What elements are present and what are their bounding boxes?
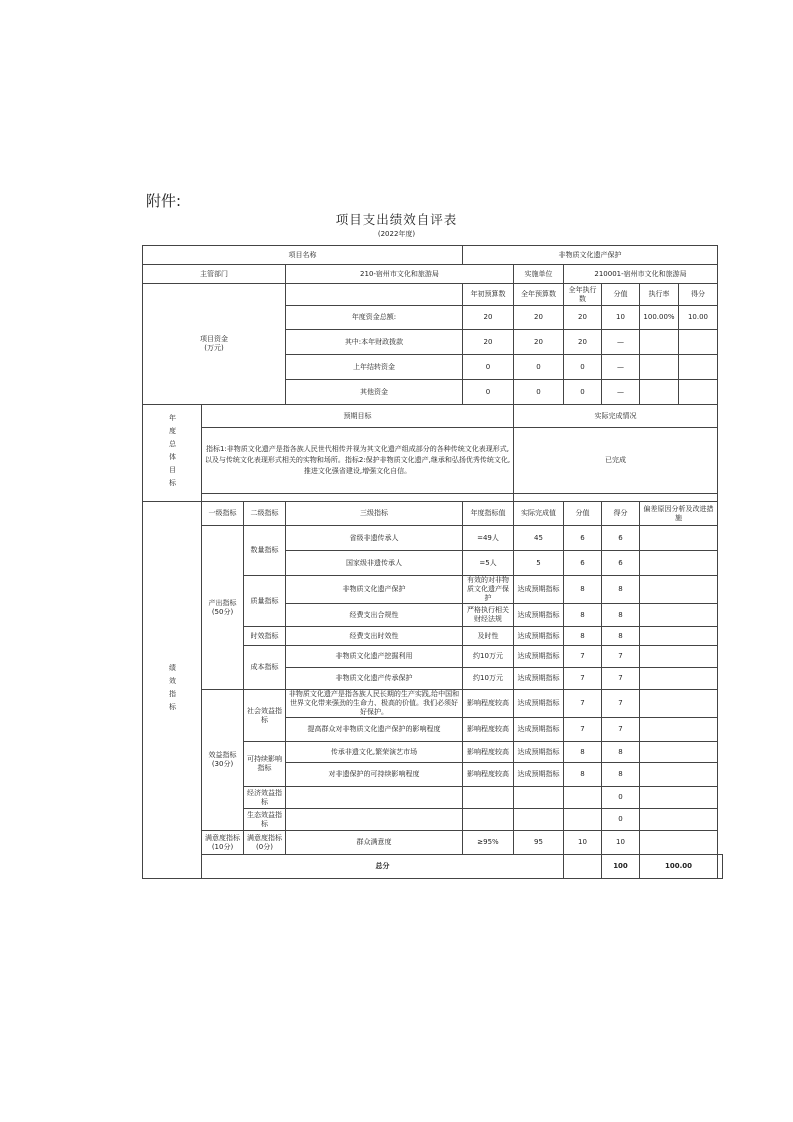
funds-row-got bbox=[679, 330, 717, 354]
dept-label: 主管部门 bbox=[143, 265, 286, 284]
l2-time: 时效指标 bbox=[244, 627, 286, 646]
deviation-value bbox=[640, 646, 718, 668]
target-value bbox=[463, 787, 514, 809]
total-row bbox=[143, 855, 723, 879]
actual-value: 达成预期指标 bbox=[514, 576, 564, 604]
deviation-value bbox=[640, 526, 718, 551]
l3-indicator bbox=[286, 809, 463, 831]
deviation-value bbox=[640, 763, 718, 787]
funds-row-full: 0 bbox=[514, 355, 564, 380]
target-value: 约10万元 bbox=[463, 646, 514, 668]
l2-cost: 成本指标 bbox=[244, 646, 286, 690]
l3-indicator: 非物质文化遗产挖掘利用 bbox=[286, 646, 463, 668]
funds-row-init: 20 bbox=[463, 330, 514, 355]
total-actual bbox=[564, 855, 602, 879]
funds-row-rate-got bbox=[640, 355, 718, 380]
actual-value: 达成预期指标 bbox=[514, 604, 564, 627]
got-value: 7 bbox=[602, 690, 640, 718]
deviation-value bbox=[640, 690, 718, 718]
actual-value: 达成预期指标 bbox=[514, 668, 564, 690]
funds-row-score: — bbox=[602, 380, 640, 405]
target-value: 影响程度较高 bbox=[463, 690, 514, 718]
got-value: 8 bbox=[602, 576, 640, 604]
funds-row-rate-got bbox=[640, 380, 718, 405]
dept-value: 210-宿州市文化和旅游局 bbox=[286, 265, 514, 284]
goals-expected-header: 预期目标 bbox=[202, 405, 514, 428]
funds-row-full: 20 bbox=[514, 330, 564, 355]
document-title: 项目支出绩效自评表 bbox=[335, 212, 458, 227]
funds-header-blank bbox=[286, 284, 463, 306]
deviation-value bbox=[640, 604, 718, 627]
total-label: 总分 bbox=[202, 855, 564, 879]
funds-header-exec: 全年执行数 bbox=[564, 284, 602, 306]
funds-row-rate-got bbox=[640, 330, 718, 355]
goals-content-row bbox=[143, 428, 723, 494]
target-value: 影响程度较高 bbox=[463, 718, 514, 742]
target-value: 严格执行相关财经法规 bbox=[463, 604, 514, 627]
got-value: 8 bbox=[602, 763, 640, 787]
funds-row-score: 10 bbox=[602, 306, 640, 330]
got-value: 0 bbox=[602, 809, 640, 831]
total-got: 100.00 bbox=[640, 855, 718, 879]
score-value: 8 bbox=[564, 763, 602, 787]
goals-spacer-row bbox=[143, 494, 723, 502]
funds-row-label: 年度资金总额: bbox=[286, 306, 463, 330]
l1-satisfaction: 满意度指标(10分) bbox=[202, 831, 244, 855]
got-value: 0 bbox=[602, 787, 640, 809]
goals-side-label: 年度总体目标 bbox=[143, 405, 202, 502]
funds-header-full: 全年预算数 bbox=[514, 284, 564, 306]
got-value: 7 bbox=[602, 718, 640, 742]
deviation-value bbox=[640, 787, 718, 809]
l3-indicator: 群众满意度 bbox=[286, 831, 463, 855]
l2-sustain: 可持续影响指标 bbox=[244, 742, 286, 787]
funds-row-init: 0 bbox=[463, 355, 514, 380]
total-deviation bbox=[718, 855, 723, 879]
funds-row-init: 0 bbox=[463, 380, 514, 405]
l3-indicator bbox=[286, 787, 463, 809]
perf-header-actual: 实际完成值 bbox=[514, 502, 564, 526]
got-value: 6 bbox=[602, 526, 640, 551]
funds-row-full: 0 bbox=[514, 380, 564, 405]
score-value: 8 bbox=[564, 576, 602, 604]
funds-row-rate bbox=[640, 330, 679, 354]
impl-value: 210001-宿州市文化和旅游局 bbox=[564, 265, 718, 284]
perf-header-l3: 三级指标 bbox=[286, 502, 463, 526]
actual-value: 达成预期指标 bbox=[514, 690, 564, 718]
impl-label: 实施单位 bbox=[514, 265, 564, 284]
goals-actual-header: 实际完成情况 bbox=[514, 405, 718, 428]
target-value: 影响程度较高 bbox=[463, 763, 514, 787]
perf-header-target: 年度指标值 bbox=[463, 502, 514, 526]
actual-value bbox=[514, 787, 564, 809]
target-value: 影响程度较高 bbox=[463, 742, 514, 763]
funds-header-score: 分值 bbox=[602, 284, 640, 306]
total-score: 100 bbox=[602, 855, 640, 879]
perf-header-l2: 二级指标 bbox=[244, 502, 286, 526]
actual-value: 达成预期指标 bbox=[514, 627, 564, 646]
funds-row-init: 20 bbox=[463, 306, 514, 330]
deviation-value bbox=[640, 627, 718, 646]
funds-header-row bbox=[143, 284, 723, 306]
l3-indicator: 提高群众对非物质文化遗产保护的影响程度 bbox=[286, 718, 463, 742]
funds-row-got: 10.00 bbox=[687, 313, 709, 321]
actual-value bbox=[514, 809, 564, 831]
deviation-value bbox=[640, 551, 718, 576]
got-value: 7 bbox=[602, 668, 640, 690]
funds-row-exec: 0 bbox=[564, 355, 602, 380]
funds-row-label: 其他资金 bbox=[286, 380, 463, 405]
funds-header-rate-got bbox=[640, 284, 718, 306]
funds-row-rate: 100.00% bbox=[640, 306, 679, 329]
score-value bbox=[564, 809, 602, 831]
l3-indicator: 省级非遗传承人 bbox=[286, 526, 463, 551]
actual-value: 5 bbox=[514, 551, 564, 576]
actual-value: 达成预期指标 bbox=[514, 646, 564, 668]
deviation-value bbox=[640, 742, 718, 763]
funds-header-init: 年初预算数 bbox=[463, 284, 514, 306]
l1-output: 产出指标 (50分) bbox=[202, 526, 244, 690]
deviation-value bbox=[640, 831, 718, 855]
l2-quality: 质量指标 bbox=[244, 576, 286, 627]
target-value: ≥95% bbox=[463, 831, 514, 855]
target-value: =49人 bbox=[463, 526, 514, 551]
target-value bbox=[463, 809, 514, 831]
target-value: 约10万元 bbox=[463, 668, 514, 690]
deviation-value bbox=[640, 668, 718, 690]
l3-indicator: 国家级非遗传承人 bbox=[286, 551, 463, 576]
l3-indicator: 经费支出时效性 bbox=[286, 627, 463, 646]
got-value: 6 bbox=[602, 551, 640, 576]
funds-row-rate-got bbox=[640, 306, 718, 330]
funds-row-got bbox=[679, 380, 717, 404]
l2-economic: 经济效益指标 bbox=[244, 787, 286, 809]
l3-indicator: 非物质文化遗产保护 bbox=[286, 576, 463, 604]
score-value: 8 bbox=[564, 742, 602, 763]
project-name-label: 项目名称 bbox=[143, 246, 463, 265]
funds-label: 项目资金 (万元) bbox=[143, 284, 286, 405]
score-value: 7 bbox=[564, 668, 602, 690]
got-value: 7 bbox=[602, 646, 640, 668]
perf-header-score: 分值 bbox=[564, 502, 602, 526]
score-value: 7 bbox=[564, 690, 602, 718]
target-value: =5人 bbox=[463, 551, 514, 576]
l3-indicator: 非物质文化遗产传承保护 bbox=[286, 668, 463, 690]
dept-row bbox=[143, 265, 723, 284]
l3-indicator: 传承非遗文化,繁荣演艺市场 bbox=[286, 742, 463, 763]
l2-satisfaction: 满意度指标(0分) bbox=[244, 831, 286, 855]
funds-row-rate bbox=[640, 355, 679, 379]
l3-indicator: 经费支出合规性 bbox=[286, 604, 463, 627]
funds-row-exec: 20 bbox=[564, 306, 602, 330]
actual-value: 95 bbox=[514, 831, 564, 855]
funds-header-rate: 执行率 bbox=[640, 284, 679, 305]
year-label: (2022年度) bbox=[377, 230, 416, 238]
score-value: 8 bbox=[564, 604, 602, 627]
got-value: 8 bbox=[602, 627, 640, 646]
perf-side-label: 绩效指标 bbox=[143, 502, 202, 879]
score-value: 8 bbox=[564, 627, 602, 646]
goals-actual-tail bbox=[514, 494, 718, 502]
funds-row-label: 其中:本年财政拨款 bbox=[286, 330, 463, 355]
l3-indicator: 非物质文化遗产是指各族人民长期的生产实践,给中国和世界文化带来强劲的生命力、极高的价值。我们必须好好保护。 bbox=[286, 690, 463, 718]
funds-row-label: 上年结转资金 bbox=[286, 355, 463, 380]
funds-row-exec: 20 bbox=[564, 330, 602, 355]
funds-row-full: 20 bbox=[514, 306, 564, 330]
deviation-value bbox=[640, 718, 718, 742]
target-value: 及时性 bbox=[463, 627, 514, 646]
funds-row-score: — bbox=[602, 330, 640, 355]
score-value: 7 bbox=[564, 718, 602, 742]
perf-row bbox=[143, 526, 723, 551]
actual-value: 达成预期指标 bbox=[514, 742, 564, 763]
perf-row bbox=[143, 690, 723, 718]
l2-social: 社会效益指标 bbox=[244, 690, 286, 742]
funds-row-rate bbox=[640, 380, 679, 404]
goals-expected-tail bbox=[202, 494, 514, 502]
perf-header-deviation: 偏差原因分析及改进措施 bbox=[640, 502, 718, 526]
score-value: 6 bbox=[564, 526, 602, 551]
perf-header-row bbox=[143, 502, 723, 526]
actual-value: 达成预期指标 bbox=[514, 763, 564, 787]
funds-row-got bbox=[679, 355, 717, 379]
score-value: 10 bbox=[564, 831, 602, 855]
attachment-label: 附件: bbox=[146, 192, 182, 210]
score-value: 7 bbox=[564, 646, 602, 668]
goals-expected-text: 指标1:非物质文化遗产是指各族人民世代相传并视为其文化遗产组成部分的各种传统文化表现形式,以及与传统文化表现形式相关的实物和场所。指标2:保护非物质文化遗产,继承和弘扬优秀传统文化,推进文化强省建设,增强文化自信。 bbox=[202, 428, 514, 494]
funds-row-score: — bbox=[602, 355, 640, 380]
perf-header-l1: 一级指标 bbox=[202, 502, 244, 526]
goals-actual-text: 已完成 bbox=[514, 428, 718, 494]
perf-header-got: 得分 bbox=[602, 502, 640, 526]
goals-header-row bbox=[143, 405, 723, 428]
got-value: 10 bbox=[602, 831, 640, 855]
l1-effect: 效益指标 (30分) bbox=[202, 690, 244, 831]
got-value: 8 bbox=[602, 604, 640, 627]
score-value bbox=[564, 787, 602, 809]
deviation-value bbox=[640, 809, 718, 831]
funds-row-exec: 0 bbox=[564, 380, 602, 405]
l2-ecology: 生态效益指标 bbox=[244, 809, 286, 831]
deviation-value bbox=[640, 576, 718, 604]
project-name-row bbox=[143, 246, 723, 265]
actual-value: 45 bbox=[514, 526, 564, 551]
self-evaluation-table bbox=[142, 245, 723, 879]
project-name-value: 非物质文化遗产保护 bbox=[463, 246, 718, 265]
target-value: 有效的对非物质文化遗产保护 bbox=[463, 576, 514, 604]
score-value: 6 bbox=[564, 551, 602, 576]
perf-row bbox=[143, 831, 723, 855]
l3-indicator: 对非遗保护的可持续影响程度 bbox=[286, 763, 463, 787]
actual-value: 达成预期指标 bbox=[514, 718, 564, 742]
l2-quantity: 数量指标 bbox=[244, 526, 286, 576]
funds-header-got: 得分 bbox=[691, 290, 705, 298]
got-value: 8 bbox=[602, 742, 640, 763]
